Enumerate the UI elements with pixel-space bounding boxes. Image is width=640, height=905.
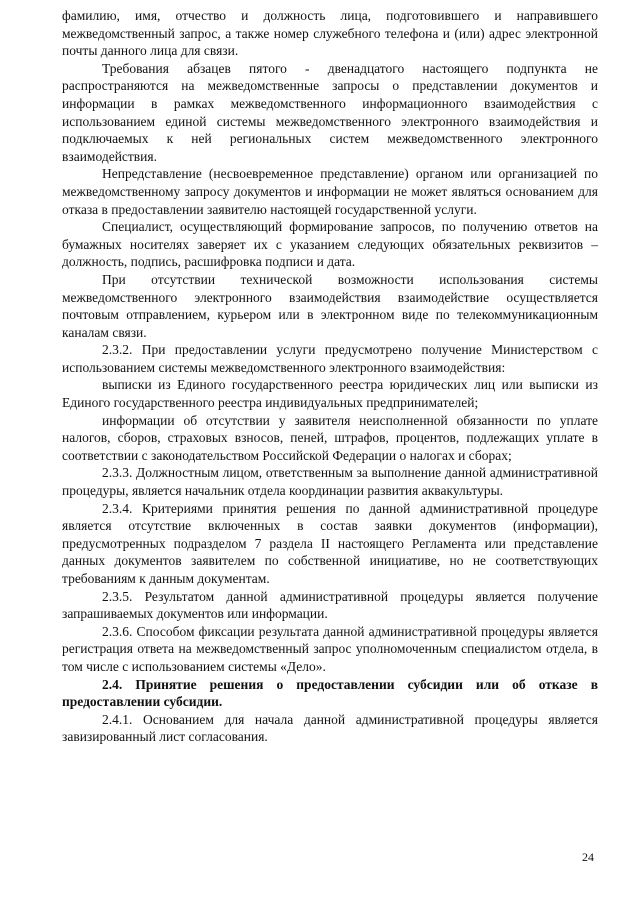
paragraph-non-submission: Непредставление (несвоевременное представление) органом или организацией по межведомственному запросу документов и информации не может являться основанием для отказа в предоставлении заявителю настоящей государственной услуги. (62, 166, 598, 217)
paragraph-requirements-exception: Требования абзацев пятого - двенадцатого настоящего подпункта не распространяются на межведомственные запросы о представлении документов и информации в рамках межведомственного информационного взаимодействия с использованием единой системы межведомственного электронного взаимодействия и подключаемых к ней региональных систем межведомственного электронного взаимодействия. (62, 60, 598, 164)
paragraph-2-3-6: 2.3.6. Способом фиксации результата данной административной процедуры является регистрация ответа на межведомственный запрос уполномоченным специалистом отдела, в том числе с использованием системы «Дело». (62, 623, 598, 674)
paragraph-2-4-1: 2.4.1. Основанием для начала данной административной процедуры является завизированный лист согласования. (62, 711, 598, 745)
paragraph-tax-information: информации об отсутствии у заявителя неисполненной обязанности по уплате налогов, сборов, страховых взносов, пеней, штрафов, процентов, подлежащих уплате в соответствии с законодательством Российской Федерации о налогах и сборах; (62, 412, 598, 463)
paragraph-no-technical-possibility: При отсутствии технической возможности использования системы межведомственного электронного взаимодействия взаимодействие осуществляется почтовым отправлением, курьером или в электронном виде по телекоммуникационным каналам связи. (62, 271, 598, 340)
document-body (62, 7, 598, 746)
section-heading-2-4: 2.4. Принятие решения о предоставлении субсидии или об отказе в предоставлении субсидии. (62, 676, 598, 710)
page-number: 24 (582, 850, 594, 864)
paragraph-requester-details: фамилию, имя, отчество и должность лица, подготовившего и направившего межведомственный запрос, а также номер служебного телефона и (или) адрес электронной почты данного лица для связи. (62, 8, 598, 59)
paragraph-2-3-4: 2.3.4. Критериями принятия решения по данной административной процедуре является отсутствие включенных в состав заявки документов (информации), предусмотренных подразделом 7 раздела II настоящего Регламента или представление данных документов заявителем по собственной инициативе, но не соответствующих требованиям к данным документам. (62, 500, 598, 586)
paragraph-2-3-3: 2.3.3. Должностным лицом, ответственным за выполнение данной административной процедуры, является начальник отдела координации развития аквакультуры. (62, 465, 598, 499)
paragraph-specialist-certification: Специалист, осуществляющий формирование запросов, по получению ответов на бумажных носителях заверяет их с указанием следующих обязательных реквизитов – должность, подпись, расшифровка подписи и дата. (62, 219, 598, 270)
paragraph-2-3-2: 2.3.2. При предоставлении услуги предусмотрено получение Министерством с использованием системы межведомственного электронного взаимодействия: (62, 342, 598, 375)
paragraph-registry-extract: выписки из Единого государственного реестра юридических лиц или выписки из Единого государственного реестра индивидуальных предпринимателей; (62, 377, 598, 411)
paragraph-2-3-5: 2.3.5. Результатом данной административной процедуры является получение запрашиваемых документов или информации. (62, 588, 598, 622)
